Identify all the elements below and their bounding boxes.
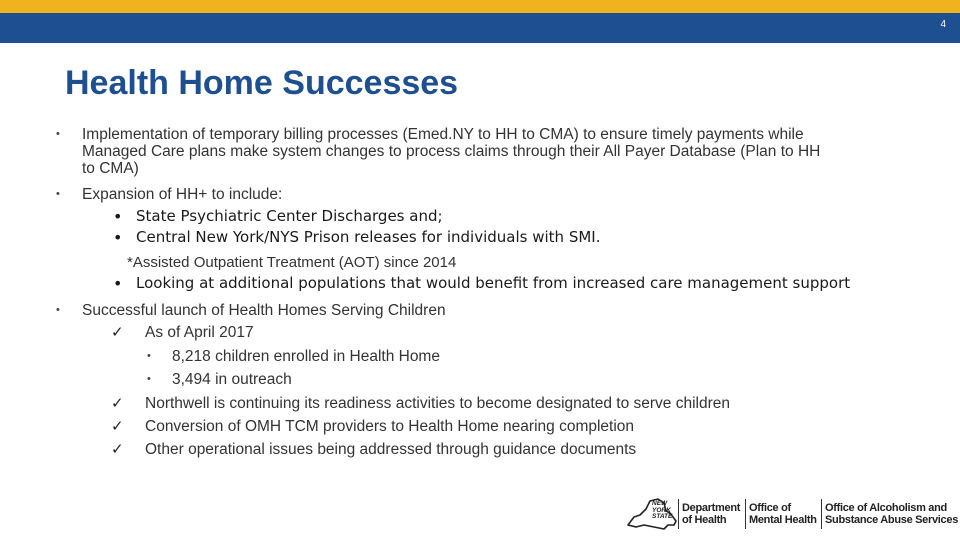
bullet-3-text: Successful launch of Health Homes Serving Children — [82, 302, 446, 319]
bullet-marker: • — [56, 188, 60, 200]
footer-divider — [678, 499, 679, 529]
bullet-1-line-1: Implementation of temporary billing processes (Emed.NY to HH to CMA) to ensure timely payments while — [82, 126, 804, 143]
bullet-marker: • — [56, 304, 60, 316]
sub-bullet-additional-populations: Looking at additional populations that would benefit from increased care management support — [136, 274, 851, 292]
slide-title: Health Home Successes — [65, 64, 459, 102]
new-york-state-wordmark: NEW YORK STATE — [652, 500, 673, 520]
checkmark-icon: ✓ — [111, 395, 124, 412]
sub-bullet-prison-releases: Central New York/NYS Prison releases for individuals with SMI. — [136, 228, 601, 246]
aot-note: *Assisted Outpatient Treatment (AOT) since 2014 — [127, 254, 457, 271]
footer-divider — [745, 499, 746, 529]
bullet-marker: • — [56, 128, 60, 140]
check-item-omh-tcm: Conversion of OMH TCM providers to Health Home nearing completion — [145, 418, 635, 435]
oasas-logo: Office of Alcoholism and Substance Abuse Services — [825, 502, 959, 526]
check-item-april-2017: As of April 2017 — [145, 324, 254, 341]
checkmark-icon: ✓ — [111, 441, 124, 458]
bullet-2-text: Expansion of HH+ to include: — [82, 186, 283, 203]
checkmark-icon: ✓ — [111, 418, 124, 435]
check-item-northwell: Northwell is continuing its readiness activities to become designated to serve children — [145, 395, 730, 412]
check-item-operational-issues: Other operational issues being addressed through guidance documents — [145, 441, 637, 458]
sub-bullet-marker: • — [113, 274, 123, 293]
slide-number: 4 — [940, 19, 946, 30]
office-of-mental-health-logo: Office of Mental Health — [749, 502, 817, 526]
sub-bullet-state-psychiatric: State Psychiatric Center Discharges and; — [136, 207, 443, 225]
header-blue-bar — [0, 13, 960, 43]
bullet-1-line-2: Managed Care plans make system changes to process claims through their All Payer Database (Plan to HH — [82, 143, 821, 160]
stat-in-outreach: 3,494 in outreach — [172, 371, 292, 388]
department-of-health-logo: Department of Health — [682, 502, 741, 526]
sub-bullet-marker: • — [147, 373, 151, 385]
bullet-1-line-3: to CMA) — [82, 160, 139, 177]
header-gold-bar — [0, 0, 960, 13]
checkmark-icon: ✓ — [111, 324, 124, 341]
sub-bullet-marker: • — [147, 350, 151, 362]
sub-bullet-marker: • — [113, 228, 123, 247]
footer-divider — [821, 499, 822, 529]
sub-bullet-marker: • — [113, 207, 123, 226]
stat-children-enrolled: 8,218 children enrolled in Health Home — [172, 348, 440, 365]
